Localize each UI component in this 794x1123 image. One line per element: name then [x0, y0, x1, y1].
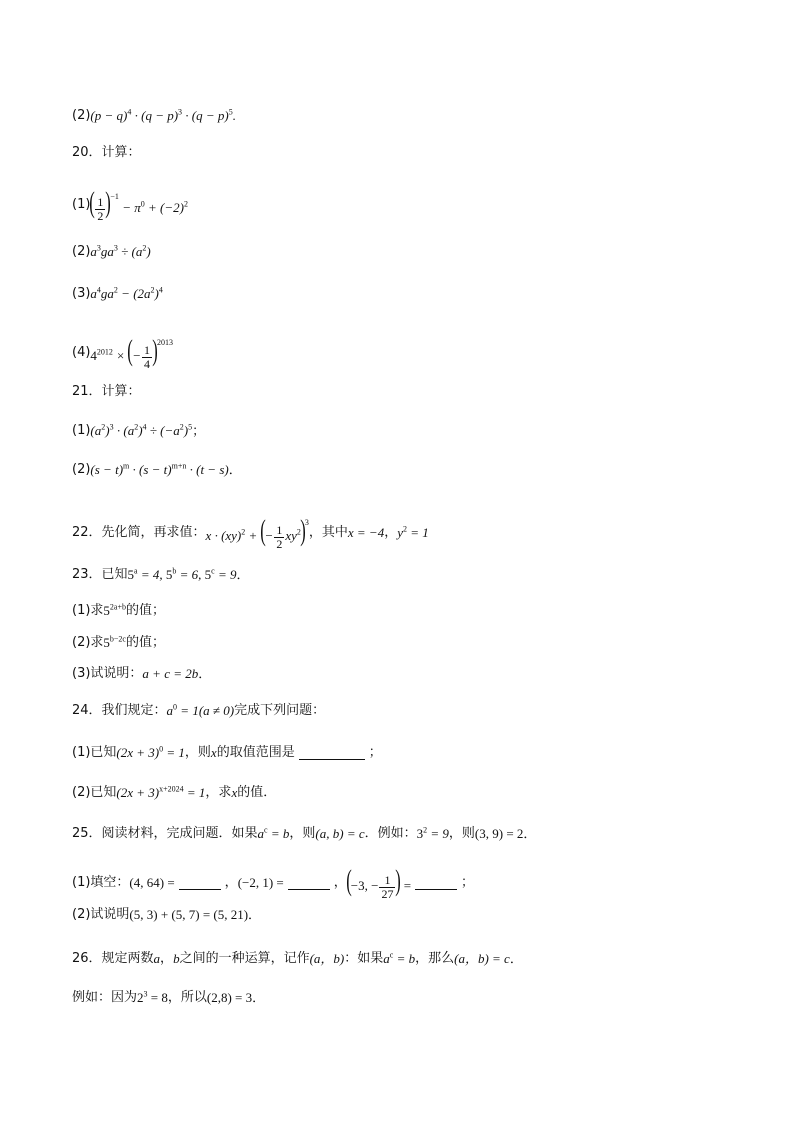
q25-heading: 25．阅读材料，完成问题．如果 $a^c = b$ ，则 (a, b) = c ．例如： $3^2 = 9$ ，则 (3, 9) = 2． [72, 825, 537, 841]
q26-example: 例如：因为 $2^3 = 8$ ，所以 (2,8) = 3． [72, 989, 266, 1005]
q20-part3: (3) $a^4ga^2 - (2a^2)^4$ [72, 285, 163, 301]
q23-heading: 23．已知 $5^a = 4$, $5^b = 6$, $5^c = 9$． [72, 566, 250, 582]
q20-heading: 20．计算： [72, 145, 141, 160]
q24-heading: 24．我们规定： $a^0 = 1(a \ne 0)$ 完成下列问题： [72, 702, 326, 718]
q20-part1: (1) ( $\frac{1}{2}$ )$^{-1} - \pi^0 + (-2)^2$ [72, 186, 188, 223]
q24-part2: (2)已知 $(2x + 3)^{x+2024} = 1$ ，求 x 的值． [72, 784, 277, 800]
q22: 22．先化简，再求值： x · (xy)$^2$ + (− $\frac{1}{2}$ $xy^2)^3$ ，其中 x = −4 ， $y^2 = 1$ [72, 514, 429, 551]
q19-part2: (2) $(p - q)^4 \cdot (q - p)^3 \cdot (q - p)^5$. [72, 107, 236, 123]
q20-part4: (4) $4^{2012}$ × (− $\frac{1}{4}$ )$^{2013}$ [72, 334, 173, 371]
q23-part2: (2)求 $5^{b-2c}$ 的值； [72, 634, 165, 650]
answer-blank[interactable] [179, 877, 221, 890]
q21-part1: (1) $(a^2)^3 \cdot (a^2)^4 \div (-a^2)^5$； [72, 422, 206, 438]
q26-heading: 26．规定两数 a ， b 之间的一种运算，记作 (a，b) ：如果 $a^c = b$ ，那么 (a，b) = c． [72, 950, 523, 966]
q21-heading: 21．计算： [72, 384, 141, 399]
q20-part2: (2) $a^3ga^3 \div (a^2)$ [72, 243, 151, 259]
q24-part1: (1)已知 $(2x + 3)^0 = 1$ ，则 x 的取值范围是 ； [72, 744, 382, 760]
answer-blank[interactable] [288, 877, 330, 890]
answer-blank[interactable] [415, 877, 457, 890]
q21-part2: (2) $(s - t)^m \cdot (s - t)^{m+n} \cdot (t - s)$． [72, 461, 242, 477]
q25-part2: (2)试说明 (5, 3) + (5, 7) = (5, 21)． [72, 907, 262, 922]
q23-part3: (3)试说明： a + c = 2b． [72, 666, 212, 681]
q23-part1: (1)求 $5^{2a+b}$ 的值； [72, 602, 165, 618]
answer-blank[interactable] [299, 747, 365, 760]
q25-part1: (1)填空： (4, 64) = ， (−2, 1) = ， (−3, − $\frac{1}{27}$ ) = ； [72, 864, 475, 901]
